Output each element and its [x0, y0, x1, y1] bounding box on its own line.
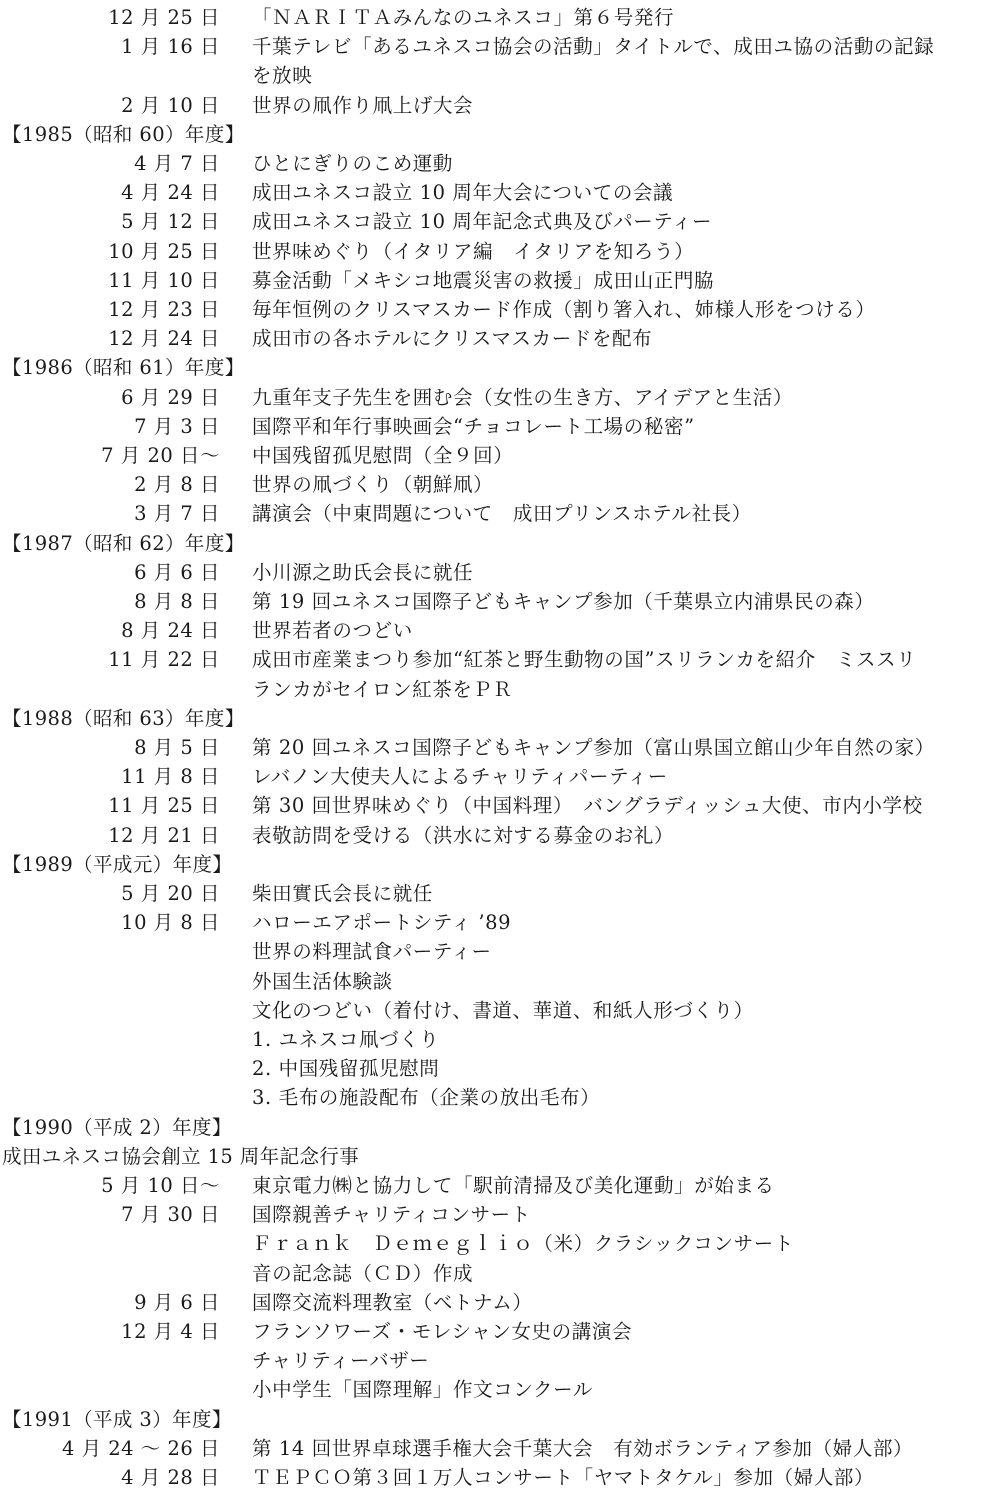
- timeline-entry: [0, 967, 1000, 996]
- entry-date: 5 月 10 日～: [101, 1174, 220, 1197]
- timeline-entry: [0, 470, 1000, 499]
- timeline-entry: [0, 791, 1000, 820]
- entry-date: 2 月 8 日: [134, 473, 220, 497]
- entry-date: 12 月 24 日: [108, 327, 220, 351]
- entry-text: 「ＮＡＲＩＴＡみんなのユネスコ」第６号発行: [252, 6, 675, 29]
- entry-date: 8 月 24 日: [121, 619, 220, 643]
- entry-date: 2 月 10 日: [121, 93, 220, 117]
- timeline-entry: [0, 1434, 1000, 1463]
- entry-date: 3 月 7 日: [134, 502, 220, 526]
- timeline-entry: [0, 441, 1000, 470]
- entry-date: 11 月 25 日: [108, 794, 220, 818]
- entry-text: 外国生活体験談: [252, 969, 393, 993]
- entry-text: 中国残留孤児慰問（全９回）: [252, 444, 514, 467]
- entry-text: 成田市の各ホテルにクリスマスカードを配布: [252, 327, 653, 351]
- section-heading-row: [0, 353, 1000, 382]
- entry-date: 4 月 7 日: [134, 152, 220, 175]
- entry-date: 6 月 29 日: [121, 385, 220, 409]
- section-heading-row: [0, 1405, 1000, 1434]
- entry-text: 第 14 回世界卓球選手権大会千葉大会 有効ボランティア参加（婦人部）: [252, 1436, 914, 1460]
- entry-text: チャリティーバザー: [252, 1349, 430, 1373]
- section-heading-row: [0, 1113, 1000, 1142]
- timeline-entry: [0, 3, 1000, 32]
- entry-text: ハローエアポートシティ ’89: [252, 911, 512, 935]
- timeline-entry: [0, 587, 1000, 616]
- entry-text: 国際平和年行事映画会“チョコレート工場の秘密”: [252, 414, 695, 438]
- timeline-entry: [0, 499, 1000, 528]
- timeline-entry: [0, 1288, 1000, 1317]
- entry-date: 11 月 22 日: [108, 648, 220, 672]
- section-heading-row: [0, 704, 1000, 733]
- timeline-entry: [0, 32, 1000, 61]
- timeline-entry: [0, 1346, 1000, 1375]
- entry-date: 12 月 21 日: [108, 823, 220, 847]
- entry-date: 6 月 6 日: [134, 560, 220, 584]
- section-heading: 【1990（平成 2）年度】: [2, 1115, 232, 1139]
- entry-text: フランソワーズ・モレシャン女史の講演会: [252, 1320, 633, 1343]
- timeline-entry: [0, 1375, 1000, 1404]
- entry-text: 世界の凧作り凧上げ大会: [252, 93, 474, 117]
- timeline-entry: [0, 1259, 1000, 1288]
- entry-text: 柴田實氏会長に就任: [252, 882, 433, 905]
- entry-date: 4 月 28 日: [121, 1466, 220, 1489]
- entry-date: 8 月 5 日: [134, 736, 220, 759]
- timeline-entry: [0, 996, 1000, 1025]
- entry-text: 成田ユネスコ設立 10 周年大会についての会議: [252, 181, 674, 205]
- entry-date: 1 月 16 日: [121, 35, 220, 59]
- section-heading: 【1987（昭和 62）年度】: [2, 531, 245, 555]
- timeline-entry: [0, 1083, 1000, 1112]
- entry-text: 音の記念誌（ＣＤ）作成: [252, 1261, 474, 1285]
- section-heading: 【1991（平成 3）年度】: [2, 1407, 232, 1431]
- entry-text: 第 19 回ユネスコ国際子どもキャンプ参加（千葉県立内浦県民の森）: [252, 590, 875, 613]
- timeline-entry: [0, 645, 1000, 674]
- timeline-entry: [0, 237, 1000, 266]
- entry-date: 4 月 24 日: [121, 181, 220, 205]
- timeline-entry: [0, 616, 1000, 645]
- entry-text: Ｆｒａｎｋ Ｄｅｍｅｇｌｉｏ（米）クラシックコンサート: [252, 1232, 794, 1256]
- entry-date: 10 月 25 日: [108, 239, 220, 263]
- entry-text: 毎年恒例のクリスマスカード作成（割り箸入れ、姉様人形をつける）: [252, 298, 876, 321]
- section-heading: 【1989（平成元）年度】: [2, 852, 233, 876]
- entry-date: 12 月 4 日: [121, 1320, 220, 1343]
- entry-text: 第 30 回世界味めぐり（中国料理） バングラディッシュ大使、市内小学校: [252, 794, 923, 818]
- entry-text: 世界味めぐり（イタリア編 イタリアを知ろう）: [252, 239, 695, 263]
- timeline-entry: [0, 207, 1000, 236]
- entry-text: 第 20 回ユネスコ国際子どもキャンプ参加（富山県国立館山少年自然の家）: [252, 736, 935, 759]
- timeline-entry: [0, 412, 1000, 441]
- timeline-entry: [0, 1200, 1000, 1229]
- entry-date: 8 月 8 日: [134, 590, 220, 613]
- entry-text: 千葉テレビ「あるユネスコ協会の活動」タイトルで、成田ユ協の活動の記録: [252, 35, 935, 59]
- entry-text: 表敬訪問を受ける（洪水に対する募金のお礼）: [252, 823, 675, 847]
- timeline-entry: [0, 383, 1000, 412]
- entry-date: 7 月 3 日: [134, 414, 220, 438]
- timeline-entry: [0, 908, 1000, 937]
- timeline-entry: [0, 821, 1000, 850]
- entry-text: ランカがセイロン紅茶をＰＲ: [252, 677, 513, 701]
- timeline-entry: [0, 879, 1000, 908]
- section-heading-row: [0, 850, 1000, 879]
- entry-date: 11 月 10 日: [108, 268, 220, 292]
- timeline-entry: [0, 1054, 1000, 1083]
- entry-text: 国際親善チャリティコンサート: [252, 1203, 531, 1227]
- entry-date: 7 月 30 日: [121, 1203, 220, 1227]
- timeline-entry: [0, 1025, 1000, 1054]
- timeline-entry: [0, 558, 1000, 587]
- section-heading: 【1986（昭和 61）年度】: [2, 356, 245, 380]
- timeline-entry: [0, 324, 1000, 353]
- timeline-entry: [0, 1229, 1000, 1258]
- entry-text: 3. 毛布の施設配布（企業の放出毛布）: [252, 1086, 601, 1110]
- entry-text: 講演会（中東問題について 成田プリンスホテル社長）: [252, 502, 752, 526]
- entry-date: 5 月 12 日: [121, 210, 220, 234]
- section-heading: 【1988（昭和 63）年度】: [2, 706, 245, 730]
- section-heading: 成田ユネスコ協会創立 15 周年記念行事: [2, 1144, 360, 1168]
- timeline-entry: [0, 1463, 1000, 1492]
- entry-text: を放映: [252, 64, 313, 88]
- entry-text: 成田ユネスコ設立 10 周年記念式典及びパーティー: [252, 210, 713, 234]
- entry-text: ひとにぎりのこめ運動: [252, 152, 454, 175]
- timeline-entry: [0, 1317, 1000, 1346]
- entry-text: ＴＥＰＣＯ第３回１万人コンサート「ヤマトタケル」参加（婦人部）: [252, 1466, 875, 1489]
- entry-text: 募金活動「メキシコ地震災害の救援」成田山正門脇: [252, 268, 715, 292]
- entry-text: 小川源之助氏会長に就任: [252, 560, 474, 584]
- section-heading-row: [0, 529, 1000, 558]
- timeline-entry: [0, 675, 1000, 704]
- entry-text: レバノン大使夫人によるチャリティパーティー: [252, 765, 668, 789]
- entry-text: 東京電力㈱と協力して「駅前清掃及び美化運動」が始まる: [252, 1174, 775, 1197]
- entry-text: 1. ユネスコ凧づくり: [252, 1028, 440, 1051]
- entry-date: 12 月 23 日: [108, 298, 220, 321]
- timeline-entry: [0, 295, 1000, 324]
- section-heading: 【1985（昭和 60）年度】: [2, 122, 245, 146]
- entry-text: 九重年支子先生を囲む会（女性の生き方、アイデアと生活）: [252, 385, 793, 409]
- entry-text: 世界の料理試食パーティー: [252, 940, 492, 964]
- entry-text: 成田市産業まつり参加“紅茶と野生動物の国”スリランカを紹介 ミススリ: [252, 648, 917, 672]
- timeline-entry: [0, 178, 1000, 207]
- entry-text: 国際交流料理教室（ベトナム）: [252, 1290, 533, 1314]
- timeline-entry: [0, 91, 1000, 120]
- timeline-entry: [0, 149, 1000, 178]
- entry-date: 7 月 20 日～: [101, 444, 220, 467]
- entry-date: 10 月 8 日: [121, 911, 220, 935]
- timeline-entry: [0, 1171, 1000, 1200]
- timeline-entry: [0, 733, 1000, 762]
- timeline-entry: [0, 937, 1000, 966]
- section-heading-row: [0, 1142, 1000, 1171]
- entry-text: 2. 中国残留孤児慰問: [252, 1057, 440, 1081]
- section-heading-row: [0, 120, 1000, 149]
- timeline-entry: [0, 762, 1000, 791]
- entry-text: 世界の凧づくり（朝鮮凧）: [252, 473, 494, 497]
- timeline-entry: [0, 61, 1000, 90]
- entry-text: 文化のつどい（着付け、書道、華道、和紙人形づくり）: [252, 998, 754, 1022]
- entry-date: 5 月 20 日: [121, 882, 220, 905]
- entry-date: 9 月 6 日: [134, 1290, 220, 1314]
- entry-date: 11 月 8 日: [121, 765, 220, 789]
- entry-text: 世界若者のつどい: [252, 619, 413, 643]
- entry-date: 12 月 25 日: [108, 6, 220, 29]
- entry-text: 小中学生「国際理解」作文コンクール: [252, 1378, 593, 1402]
- entry-date: 4 月 24 ～ 26 日: [61, 1436, 220, 1460]
- timeline-entry: [0, 266, 1000, 295]
